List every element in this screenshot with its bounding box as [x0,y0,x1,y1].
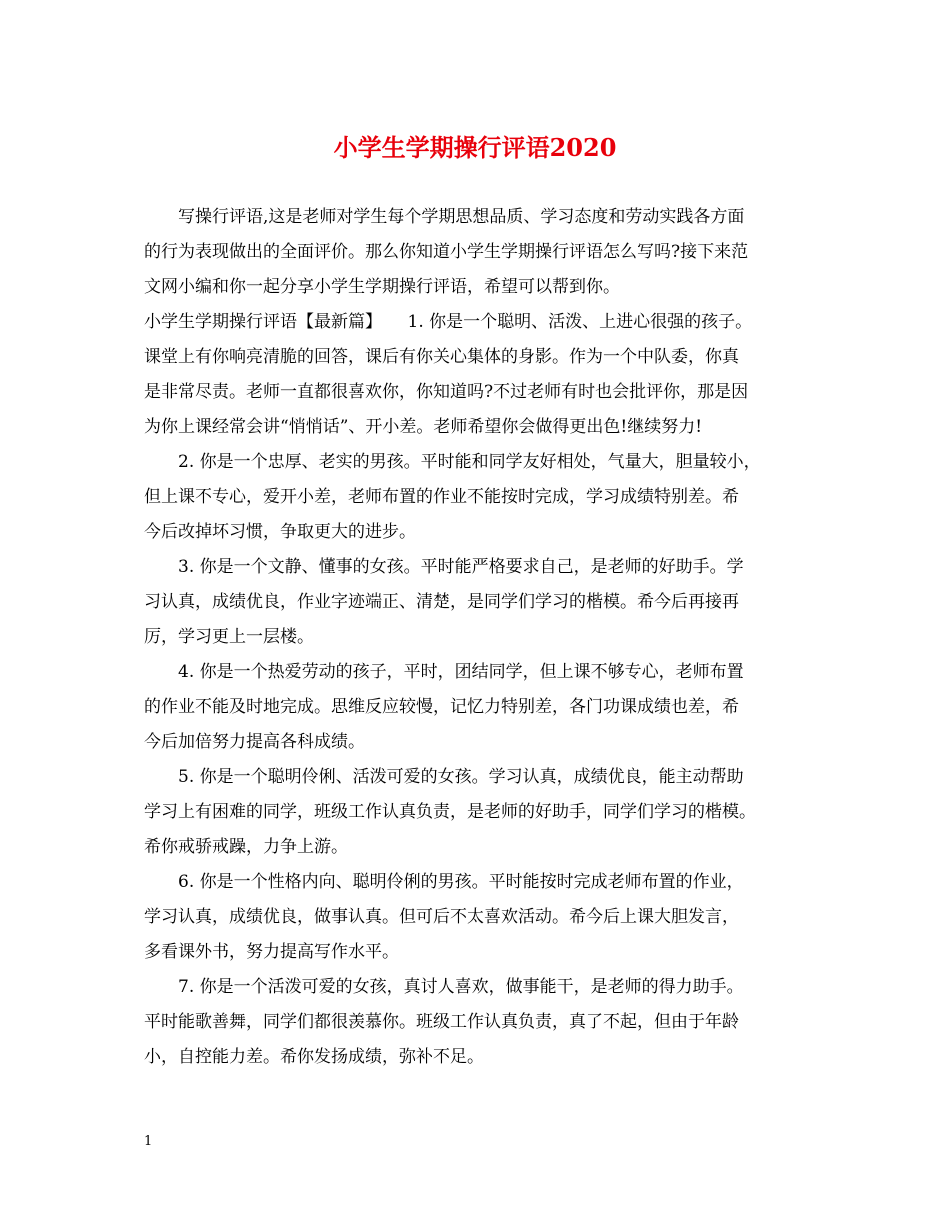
text-line: 课堂上有你响亮清脆的回答，课后有你关心集体的身影。作为一个中队委，你真 [144,347,739,367]
text-line: 文网小编和你一起分享小学生学期操行评语，希望可以帮到你。 [144,277,620,297]
text-line: 小学生学期操行评语【最新篇】 1. 你是一个聪明、活泼、上进心很强的孩子。 [144,312,753,332]
text-line: 3. 你是一个文静、懂事的女孩。平时能严格要求自己，是老师的好助手。学 [144,557,744,577]
text-line: 7. 你是一个活泼可爱的女孩，真讨人喜欢，做事能干，是老师的得力助手。 [144,977,744,997]
text-line: 的作业不能及时地完成。思维反应较慢，记忆力特别差，各门功课成绩也差，希 [144,697,739,717]
text-line: 学习上有困难的同学，班级工作认真负责，是老师的好助手，同学们学习的楷模。 [144,802,756,822]
text-line: 希你戒骄戒躁，力争上游。 [144,837,348,857]
text-line: 平时能歌善舞，同学们都很羡慕你。班级工作认真负责，真了不起，但由于年龄 [144,1012,739,1032]
text-line: 习认真，成绩优良，作业字迹端正、清楚，是同学们学习的楷模。希今后再接再 [144,592,739,612]
page-number: 1 [144,1134,153,1149]
text-line: 多看课外书，努力提高写作水平。 [144,942,399,962]
text-line: 但上课不专心，爱开小差，老师布置的作业不能按时完成，学习成绩特别差。希 [144,487,739,507]
text-line: 学习认真，成绩优良，做事认真。但可后不太喜欢活动。希今后上课大胆发言， [144,907,739,927]
text-line: 是非常尽责。老师一直都很喜欢你，你知道吗?不过老师有时也会批评你，那是因 [144,382,749,402]
document-title: 小学生学期操行评语2020 [333,133,617,162]
text-line: 5. 你是一个聪明伶俐、活泼可爱的女孩。学习认真，成绩优良，能主动帮助 [144,767,744,787]
text-line: 6. 你是一个性格内向、聪明伶俐的男孩。平时能按时完成老师布置的作业， [144,872,744,892]
text-line: 4. 你是一个热爱劳动的孩子，平时，团结同学，但上课不够专心，老师布置 [144,662,744,682]
text-line: 今后加倍努力提高各科成绩。 [144,732,365,752]
text-line: 厉，学习更上一层楼。 [144,627,314,647]
text-line: 小，自控能力差。希你发扬成绩，弥补不足。 [144,1047,484,1067]
text-line: 写操行评语,这是老师对学生每个学期思想品质、学习态度和劳动实践各方面 [144,207,745,227]
text-line: 的行为表现做出的全面评价。那么你知道小学生学期操行评语怎么写吗?接下来范 [144,242,749,262]
text-line: 2. 你是一个忠厚、老实的男孩。平时能和同学友好相处，气量大，胆量较小， [144,452,761,472]
text-line: 为你上课经常会讲“悄悄话”、开小差。老师希望你会做得更出色!继续努力! [144,417,703,437]
text-line: 今后改掉坏习惯，争取更大的进步。 [144,522,416,542]
